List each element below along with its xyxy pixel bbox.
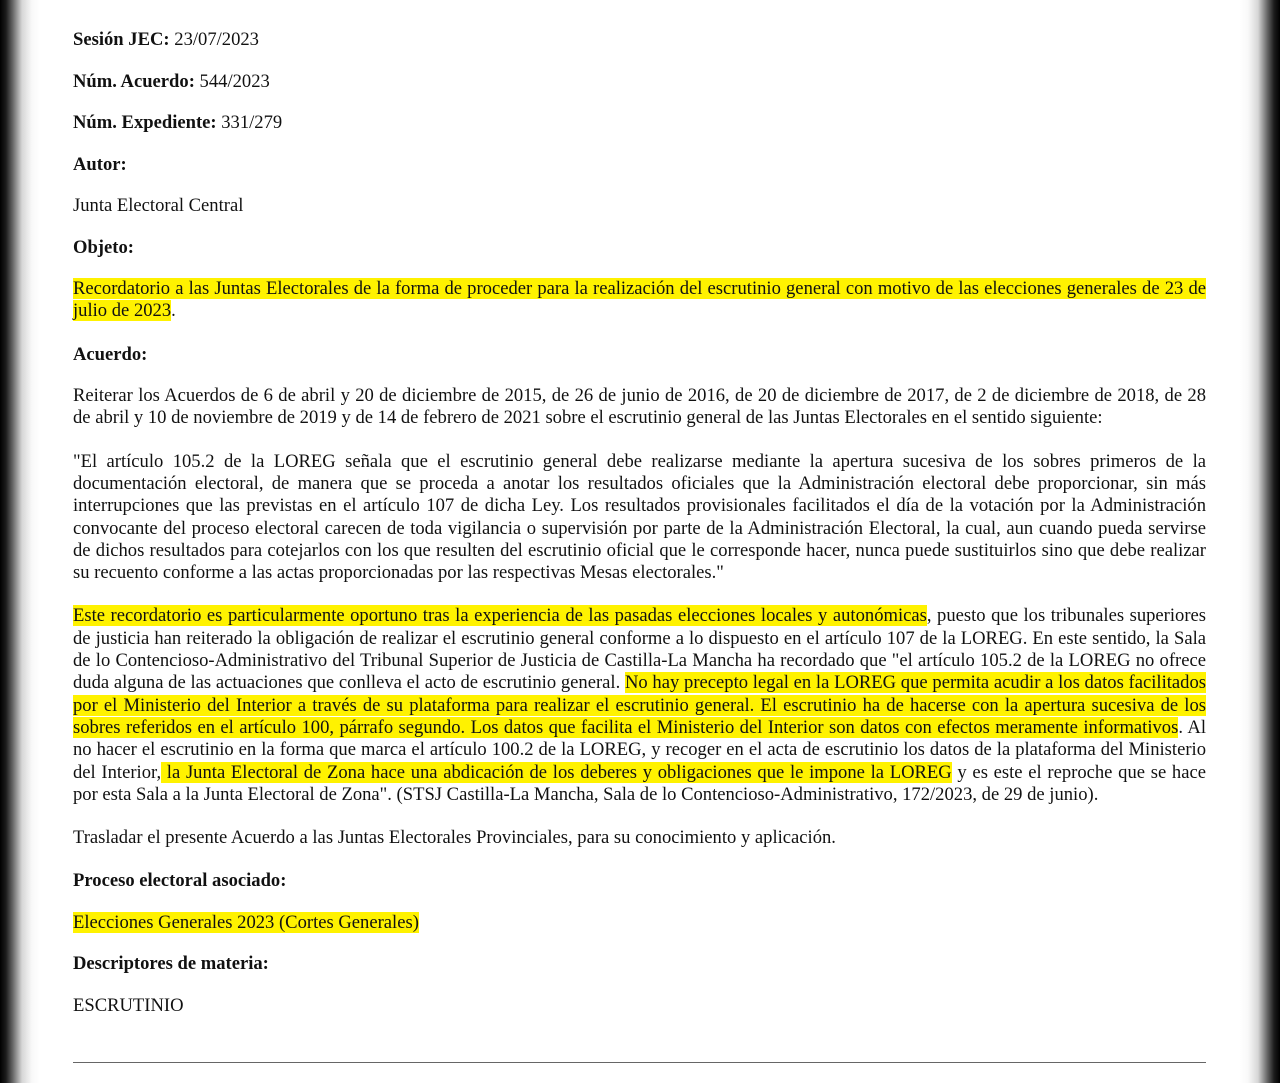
autor-value: Junta Electoral Central [73,195,244,216]
autor-label: Autor: [73,153,127,175]
recordatorio-highlight-2: No hay precepto legal en la LOREG que permita acudir a los datos facilitados por el Ministerio del Interior a través de su plataforma para realizar el escrutinio general. El escrutinio ha de hacerse con la apertura sucesiva de los sobres referidos en el artículo 100, párrafo segundo. Los datos que facilita el Ministerio del Interior son datos con efectos meramente informativos [73,672,1206,738]
objeto-text [73,278,1206,323]
acuerdo-quote: "El artículo 105.2 de la LOREG señala que el escrutinio general debe realizarse mediante la apertura sucesiva de los sobres primeros de la documentación electoral, de manera que se proceda a anotar los resultados oficiales que la Administración electoral debe proporcionar, sin más interrupciones que las previstas en el artículo 107 de dicha Ley. Los resultados provisionales facilitados el día de la votación por la Administración convocante del proceso electoral carecen de toda vigilancia o supervisión por parte de la Administración Electoral, la cual, aun cuando pueda servirse de dichos resultados para cotejarlos con los que resulten del escrutinio oficial que le corresponde hacer, nunca puede sustituirlos sino que debe realizar su recuento conforme a las actas proporcionadas por las respectivas Mesas electorales." [73,450,1206,584]
sesion-value: 23/07/2023 [174,29,259,50]
acuerdo-number-label: Núm. Acuerdo: [73,70,195,92]
expediente-field [73,112,1206,135]
document-page [73,29,1206,1036]
expediente-label: Núm. Expediente: [73,112,217,133]
recordatorio-paragraph [73,605,1206,806]
sesion-label: Sesión JEC: [73,29,170,50]
proceso-label: Proceso electoral asociado: [73,870,287,892]
sesion-field [73,29,1206,52]
acuerdo-intro: Reiterar los Acuerdos de 6 de abril y 20 de diciembre de 2015, de 26 de junio de 2016, de 20 de diciembre de 2017, de 2 de diciembre de 2018, de 28 de abril y 10 de noviembre de 2019 y de 14 de febrero de 2021 sobre el escrutinio general de las Juntas Electorales en el sentido siguiente: [73,385,1206,429]
page-edge-left-shadow [0,0,40,1083]
descriptores-label: Descriptores de materia: [73,953,269,975]
acuerdo-number-field [73,71,1206,94]
recordatorio-highlight-1: Este recordatorio es particularmente oportuno tras la experiencia de las pasadas elecciones locales y autonómicas [73,605,927,627]
objeto-label: Objeto: [73,236,134,258]
recordatorio-text-3: y es este el reproche que se hace por esta Sala a la Junta Electoral de Zona". (STSJ Castilla-La Mancha, Sala de lo Contencioso-Administrativo, 172/2023, de 29 de junio). [73,761,1206,805]
recordatorio-highlight-3: la Junta Electoral de Zona hace una abdicación de los deberes y obligaciones que le impone la LOREG [161,761,952,783]
objeto-tail: . [171,300,176,322]
acuerdo-label: Acuerdo: [73,343,148,365]
objeto-highlight: Recordatorio a las Juntas Electorales de la forma de proceder para la realización del escrutinio general con motivo de las elecciones generales de 23 de julio de 2023 [73,278,1206,322]
proceso-value: Elecciones Generales 2023 (Cortes Generales) [73,911,419,933]
traslado-paragraph: Trasladar el presente Acuerdo a las Juntas Electorales Provinciales, para su conocimiento y aplicación. [73,827,836,849]
page-edge-right-shadow [1240,0,1280,1083]
descriptores-value: ESCRUTINIO [73,994,184,1016]
recordatorio-text-1: , puesto que los tribunales superiores de justicia han reiterado la obligación de realizar el escrutinio general conforme a lo dispuesto en el artículo 107 de la LOREG. En este sentido, la Sala de lo Contencioso-Administrativo del Tribunal Superior de Justicia de Castilla-La Mancha ha recordado que "el artículo 105.2 de la LOREG no ofrece duda alguna de las actuaciones que conlleva el acto de escrutinio general. [73,605,1206,694]
acuerdo-number-value: 544/2023 [199,70,270,92]
recordatorio-text-2: . Al no hacer el escrutinio en la forma que marca el artículo 100.2 de la LOREG, y recoger en el acta de escrutinio los datos de la plataforma del Ministerio del Interior, [73,716,1206,783]
expediente-value: 331/279 [221,112,283,133]
proceso-value-line [73,912,1206,935]
bottom-divider [73,1062,1206,1063]
